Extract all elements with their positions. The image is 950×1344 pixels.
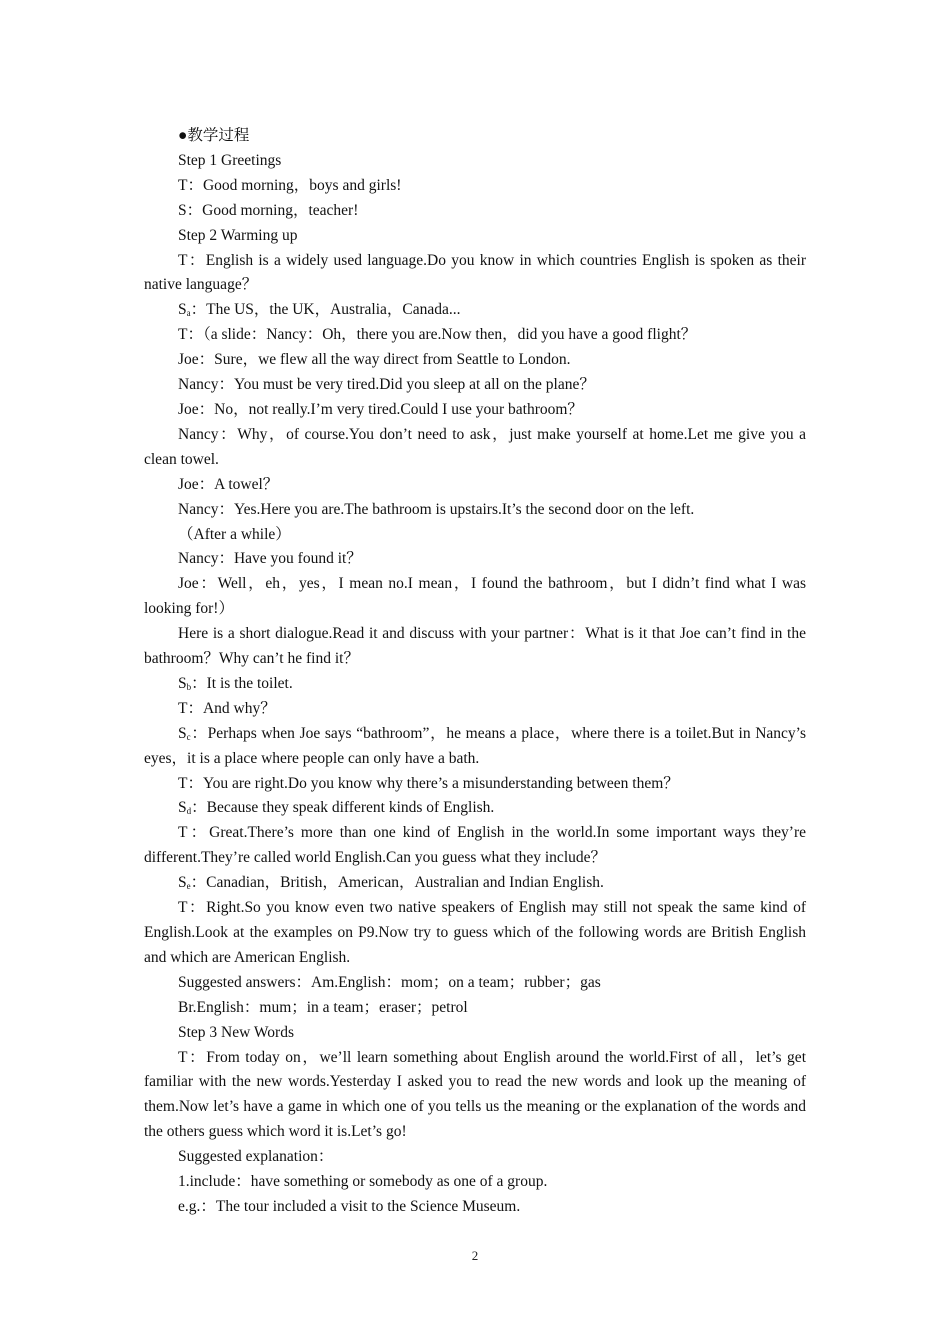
stage-direction: （After a while） bbox=[178, 525, 291, 543]
dialogue-line: Joe：A towel？ bbox=[178, 475, 279, 493]
explanation-title: Suggested explanation： bbox=[178, 1148, 334, 1166]
dialogue-line: Nancy：Why，of course.You don’t need to ask，just make yourself at home.Let me give you a clean towel. bbox=[144, 425, 806, 468]
teacher-line: T：（a slide：Nancy：Oh，there you are.Now then，did you have a good flight？ bbox=[178, 326, 697, 344]
teacher-line: T：And why？ bbox=[178, 699, 276, 717]
step-1-heading: Step 1 Greetings bbox=[178, 151, 282, 169]
suggested-answers-british: Br.English：mum；in a team；eraser；petrol bbox=[178, 998, 468, 1016]
dialogue-line: Nancy：You must be very tired.Did you sleep at all on the plane？ bbox=[178, 376, 595, 394]
dialogue-line: Joe：Sure，we flew all the way direct from Seattle to London. bbox=[178, 351, 571, 369]
dialogue-line: Joe：No，not really.I’m very tired.Could I use your bathroom？ bbox=[178, 400, 583, 418]
document-body bbox=[144, 124, 806, 1220]
student-d-line: $S_d$：Because they speak different kinds of English. bbox=[178, 799, 495, 817]
student-a-line: $S_a$：The US，the UK，Australia，Canada... bbox=[178, 301, 461, 319]
instruction-paragraph: Here is a short dialogue.Read it and discuss with your partner：What is it that Joe can’t find in the bathroom？Why can’t he find it？ bbox=[144, 625, 806, 668]
step-3-heading: Step 3 New Words bbox=[178, 1023, 295, 1041]
teacher-line: T：You are right.Do you know why there’s a misunderstanding between them？ bbox=[178, 774, 679, 792]
teacher-line: T：Great.There’s more than one kind of English in the world.In some important ways they’re different.They’re called world English.Can you guess what they include？ bbox=[144, 824, 806, 867]
teacher-line: T：Right.So you know even two native speakers of English may still not speak the same kind of English.Look at the examples on P9.Now try to guess which of the following words are British English and which are American English. bbox=[144, 899, 806, 966]
teacher-line: T：English is a widely used language.Do you know in which countries English is spoken as their native language？ bbox=[144, 251, 806, 294]
student-c-line: $S_c$：Perhaps when Joe says “bathroom”，he means a place，where there is a toilet.But in Nancy’s eyes，it is a place where people can only have a bath. bbox=[144, 724, 806, 767]
dialogue-line: Nancy：Yes.Here you are.The bathroom is upstairs.It’s the second door on the left. bbox=[178, 500, 695, 518]
teacher-line: T：Good morning，boys and girls! bbox=[178, 176, 402, 194]
dialogue-line: Joe：Well，eh，yes，I mean no.I mean，I found the bathroom，but I didn’t find what I was looking for!） bbox=[144, 575, 806, 618]
explanation-item: 1.include：have something or somebody as one of a group. bbox=[178, 1173, 548, 1191]
page-number: 2 bbox=[471, 1248, 479, 1263]
dialogue-line: Nancy：Have you found it？ bbox=[178, 550, 362, 568]
teacher-line: T：From today on，we’ll learn something about English around the world.First of all，let’s get familiar with the new words.Yesterday I asked you to read the new words and look up the meaning of them.Now let’s have a game in which one of you tells us the meaning or the explanation of the words and the others guess which word it is.Let’s go! bbox=[144, 1048, 806, 1141]
example-sentence: e.g.：The tour included a visit to the Science Museum. bbox=[178, 1197, 521, 1215]
student-line: S：Good morning，teacher! bbox=[178, 201, 359, 219]
student-b-line: $S_b$：It is the toilet. bbox=[178, 674, 293, 692]
suggested-answers-american: Suggested answers：Am.English：mom；on a team；rubber；gas bbox=[178, 973, 601, 991]
section-title: ●教学过程 bbox=[178, 127, 250, 144]
student-e-line: $S_e$：Canadian，British，American，Australian and Indian English. bbox=[178, 874, 604, 892]
step-2-heading: Step 2 Warming up bbox=[178, 226, 298, 244]
